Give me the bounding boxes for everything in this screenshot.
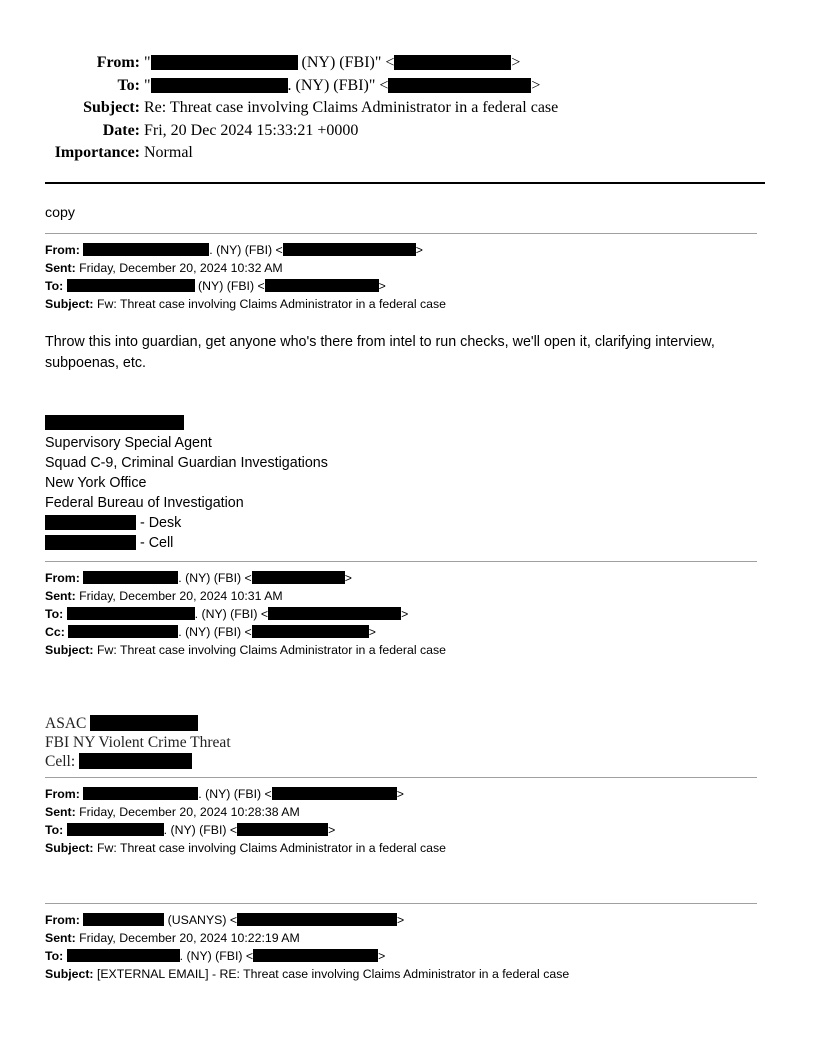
cell-label: - Cell xyxy=(136,535,174,551)
redaction-box xyxy=(252,625,369,638)
message-2-subject xyxy=(45,641,446,659)
subject-label: Subject: xyxy=(45,643,94,657)
message-3-from xyxy=(45,785,446,803)
cc-label: Cc: xyxy=(45,625,65,639)
message-2-signature xyxy=(45,714,231,771)
message-1-to xyxy=(45,277,446,295)
signature-squad: Squad C-9, Criminal Guardian Investigations xyxy=(45,455,328,471)
subject-value: Fw: Threat case involving Claims Administrator in a federal case xyxy=(96,841,446,855)
header-from-value xyxy=(144,52,520,75)
message-3-sent xyxy=(45,803,446,821)
message-4-from xyxy=(45,911,569,929)
sent-value: Friday, December 20, 2024 10:22:19 AM xyxy=(79,931,300,945)
message-4-meta xyxy=(45,911,569,983)
signature-title: Supervisory Special Agent xyxy=(45,435,212,451)
message-1-subject xyxy=(45,295,446,313)
to-mid: (NY) (FBI) < xyxy=(194,279,265,293)
message-divider xyxy=(45,903,757,904)
redaction-box xyxy=(45,515,136,530)
cc-mid: . (NY) (FBI) < xyxy=(178,625,252,639)
to-mid: . (NY) (FBI) < xyxy=(179,949,254,963)
redaction-box xyxy=(388,78,531,93)
redaction-box xyxy=(252,571,345,584)
email-header xyxy=(0,52,558,165)
redaction-box xyxy=(268,607,401,620)
signature-name xyxy=(45,413,328,433)
sent-value: Friday, December 20, 2024 10:31 AM xyxy=(79,589,283,603)
message-divider xyxy=(45,561,757,562)
header-date-value: Fri, 20 Dec 2024 15:33:21 +0000 xyxy=(144,121,359,139)
message-2-sent xyxy=(45,587,446,605)
from-mid: . (NY) (FBI) < xyxy=(198,787,272,801)
from-label: From: xyxy=(45,243,80,257)
message-divider xyxy=(45,777,757,778)
message-3-subject xyxy=(45,839,446,857)
subject-label: Subject: xyxy=(45,967,94,981)
header-importance-label: Importance: xyxy=(54,144,140,161)
from-label: From: xyxy=(45,571,80,585)
message-2-meta xyxy=(45,569,446,659)
signature-unit: FBI NY Violent Crime Threat xyxy=(45,734,231,751)
redaction-box xyxy=(237,913,397,926)
message-2-to xyxy=(45,605,446,623)
message-1-body: Throw this into guardian, get anyone who's there from intel to run checks, we'll open it, clarifying interview, subpoenas, etc. xyxy=(45,334,715,371)
header-from-label: From: xyxy=(96,54,140,71)
redaction-box xyxy=(253,949,378,962)
subject-value: [EXTERNAL EMAIL] - RE: Threat case involving Claims Administrator in a federal case xyxy=(96,967,570,981)
cell-label: Cell: xyxy=(45,753,80,770)
redaction-box xyxy=(67,607,195,620)
header-to-value xyxy=(144,75,540,98)
message-3-meta xyxy=(45,785,446,857)
signature-cell xyxy=(45,752,231,771)
from-label: From: xyxy=(45,913,80,927)
header-importance-row xyxy=(0,142,558,165)
header-importance-value: Normal xyxy=(144,144,193,161)
subject-label: Subject: xyxy=(45,841,94,855)
signature-agency: Federal Bureau of Investigation xyxy=(45,495,244,511)
redaction-box xyxy=(265,279,379,292)
redaction-box xyxy=(151,78,288,93)
redaction-box xyxy=(67,823,164,836)
header-subject-label: Subject: xyxy=(83,99,140,116)
redaction-box xyxy=(45,535,136,550)
message-2-from xyxy=(45,569,446,587)
sent-value: Friday, December 20, 2024 10:32 AM xyxy=(79,261,283,275)
header-date-row xyxy=(0,120,558,143)
message-4-sent xyxy=(45,929,569,947)
message-1-meta xyxy=(45,241,446,313)
sent-value: Friday, December 20, 2024 10:28:38 AM xyxy=(79,805,300,819)
asac-label: ASAC xyxy=(45,715,91,732)
header-from-mid: (NY) (FBI)" < xyxy=(297,54,395,71)
message-1-signature xyxy=(45,413,328,553)
sent-label: Sent: xyxy=(45,931,76,945)
to-suffix: > xyxy=(401,607,409,621)
to-label: To: xyxy=(45,949,64,963)
to-mid: . (NY) (FBI) < xyxy=(163,823,238,837)
to-suffix: > xyxy=(378,279,386,293)
cc-suffix: > xyxy=(368,625,376,639)
signature-cell xyxy=(45,533,328,553)
message-1-sent xyxy=(45,259,446,277)
header-from-row xyxy=(0,52,558,75)
from-suffix: > xyxy=(344,571,352,585)
desk-label: - Desk xyxy=(136,515,182,531)
message-2-cc xyxy=(45,623,446,641)
signature-desk xyxy=(45,513,328,533)
from-mid: . (NY) (FBI) < xyxy=(209,243,283,257)
redaction-box xyxy=(83,913,164,926)
to-suffix: > xyxy=(378,949,386,963)
from-label: From: xyxy=(45,787,80,801)
redaction-box xyxy=(151,55,298,70)
redaction-box xyxy=(90,715,198,731)
redaction-box xyxy=(67,279,195,292)
sent-label: Sent: xyxy=(45,261,76,275)
to-mid: . (NY) (FBI) < xyxy=(194,607,269,621)
to-label: To: xyxy=(45,607,64,621)
header-to-row xyxy=(0,75,558,98)
header-subject-value: Re: Threat case involving Claims Administrator in a federal case xyxy=(144,99,559,116)
body-intro: copy xyxy=(45,205,75,221)
header-to-suffix: > xyxy=(531,76,541,94)
subject-value: Fw: Threat case involving Claims Administrator in a federal case xyxy=(96,297,446,311)
redaction-box xyxy=(237,823,328,836)
to-label: To: xyxy=(45,279,64,293)
message-3-to xyxy=(45,821,446,839)
redaction-box xyxy=(83,243,209,256)
header-date-label: Date: xyxy=(102,121,140,139)
signature-asac xyxy=(45,714,231,733)
redaction-box xyxy=(79,753,192,769)
redaction-box xyxy=(45,415,184,430)
header-subject-row xyxy=(0,97,558,120)
redaction-box xyxy=(83,571,178,584)
redaction-box xyxy=(272,787,397,800)
from-suffix: > xyxy=(396,787,404,801)
message-4-subject xyxy=(45,965,569,983)
header-to-prefix: " xyxy=(144,76,151,94)
redaction-box xyxy=(83,787,198,800)
message-4-to xyxy=(45,947,569,965)
redaction-box xyxy=(283,243,416,256)
to-label: To: xyxy=(45,823,64,837)
message-1-from xyxy=(45,241,446,259)
from-suffix: > xyxy=(397,913,405,927)
message-divider xyxy=(45,233,757,234)
signature-office: New York Office xyxy=(45,475,147,491)
redaction-box xyxy=(68,625,178,638)
from-suffix: > xyxy=(415,243,423,257)
subject-value: Fw: Threat case involving Claims Administrator in a federal case xyxy=(96,643,446,657)
from-mid: (USANYS) < xyxy=(164,913,238,927)
header-divider xyxy=(45,182,765,184)
sent-label: Sent: xyxy=(45,805,76,819)
from-mid: . (NY) (FBI) < xyxy=(178,571,252,585)
redaction-box xyxy=(394,55,511,70)
subject-label: Subject: xyxy=(45,297,94,311)
sent-label: Sent: xyxy=(45,589,76,603)
header-from-suffix: > xyxy=(511,54,521,71)
to-suffix: > xyxy=(328,823,336,837)
header-to-mid: . (NY) (FBI)" < xyxy=(287,76,389,94)
header-from-prefix: " xyxy=(144,54,151,71)
redaction-box xyxy=(67,949,180,962)
header-to-label: To: xyxy=(117,76,140,94)
